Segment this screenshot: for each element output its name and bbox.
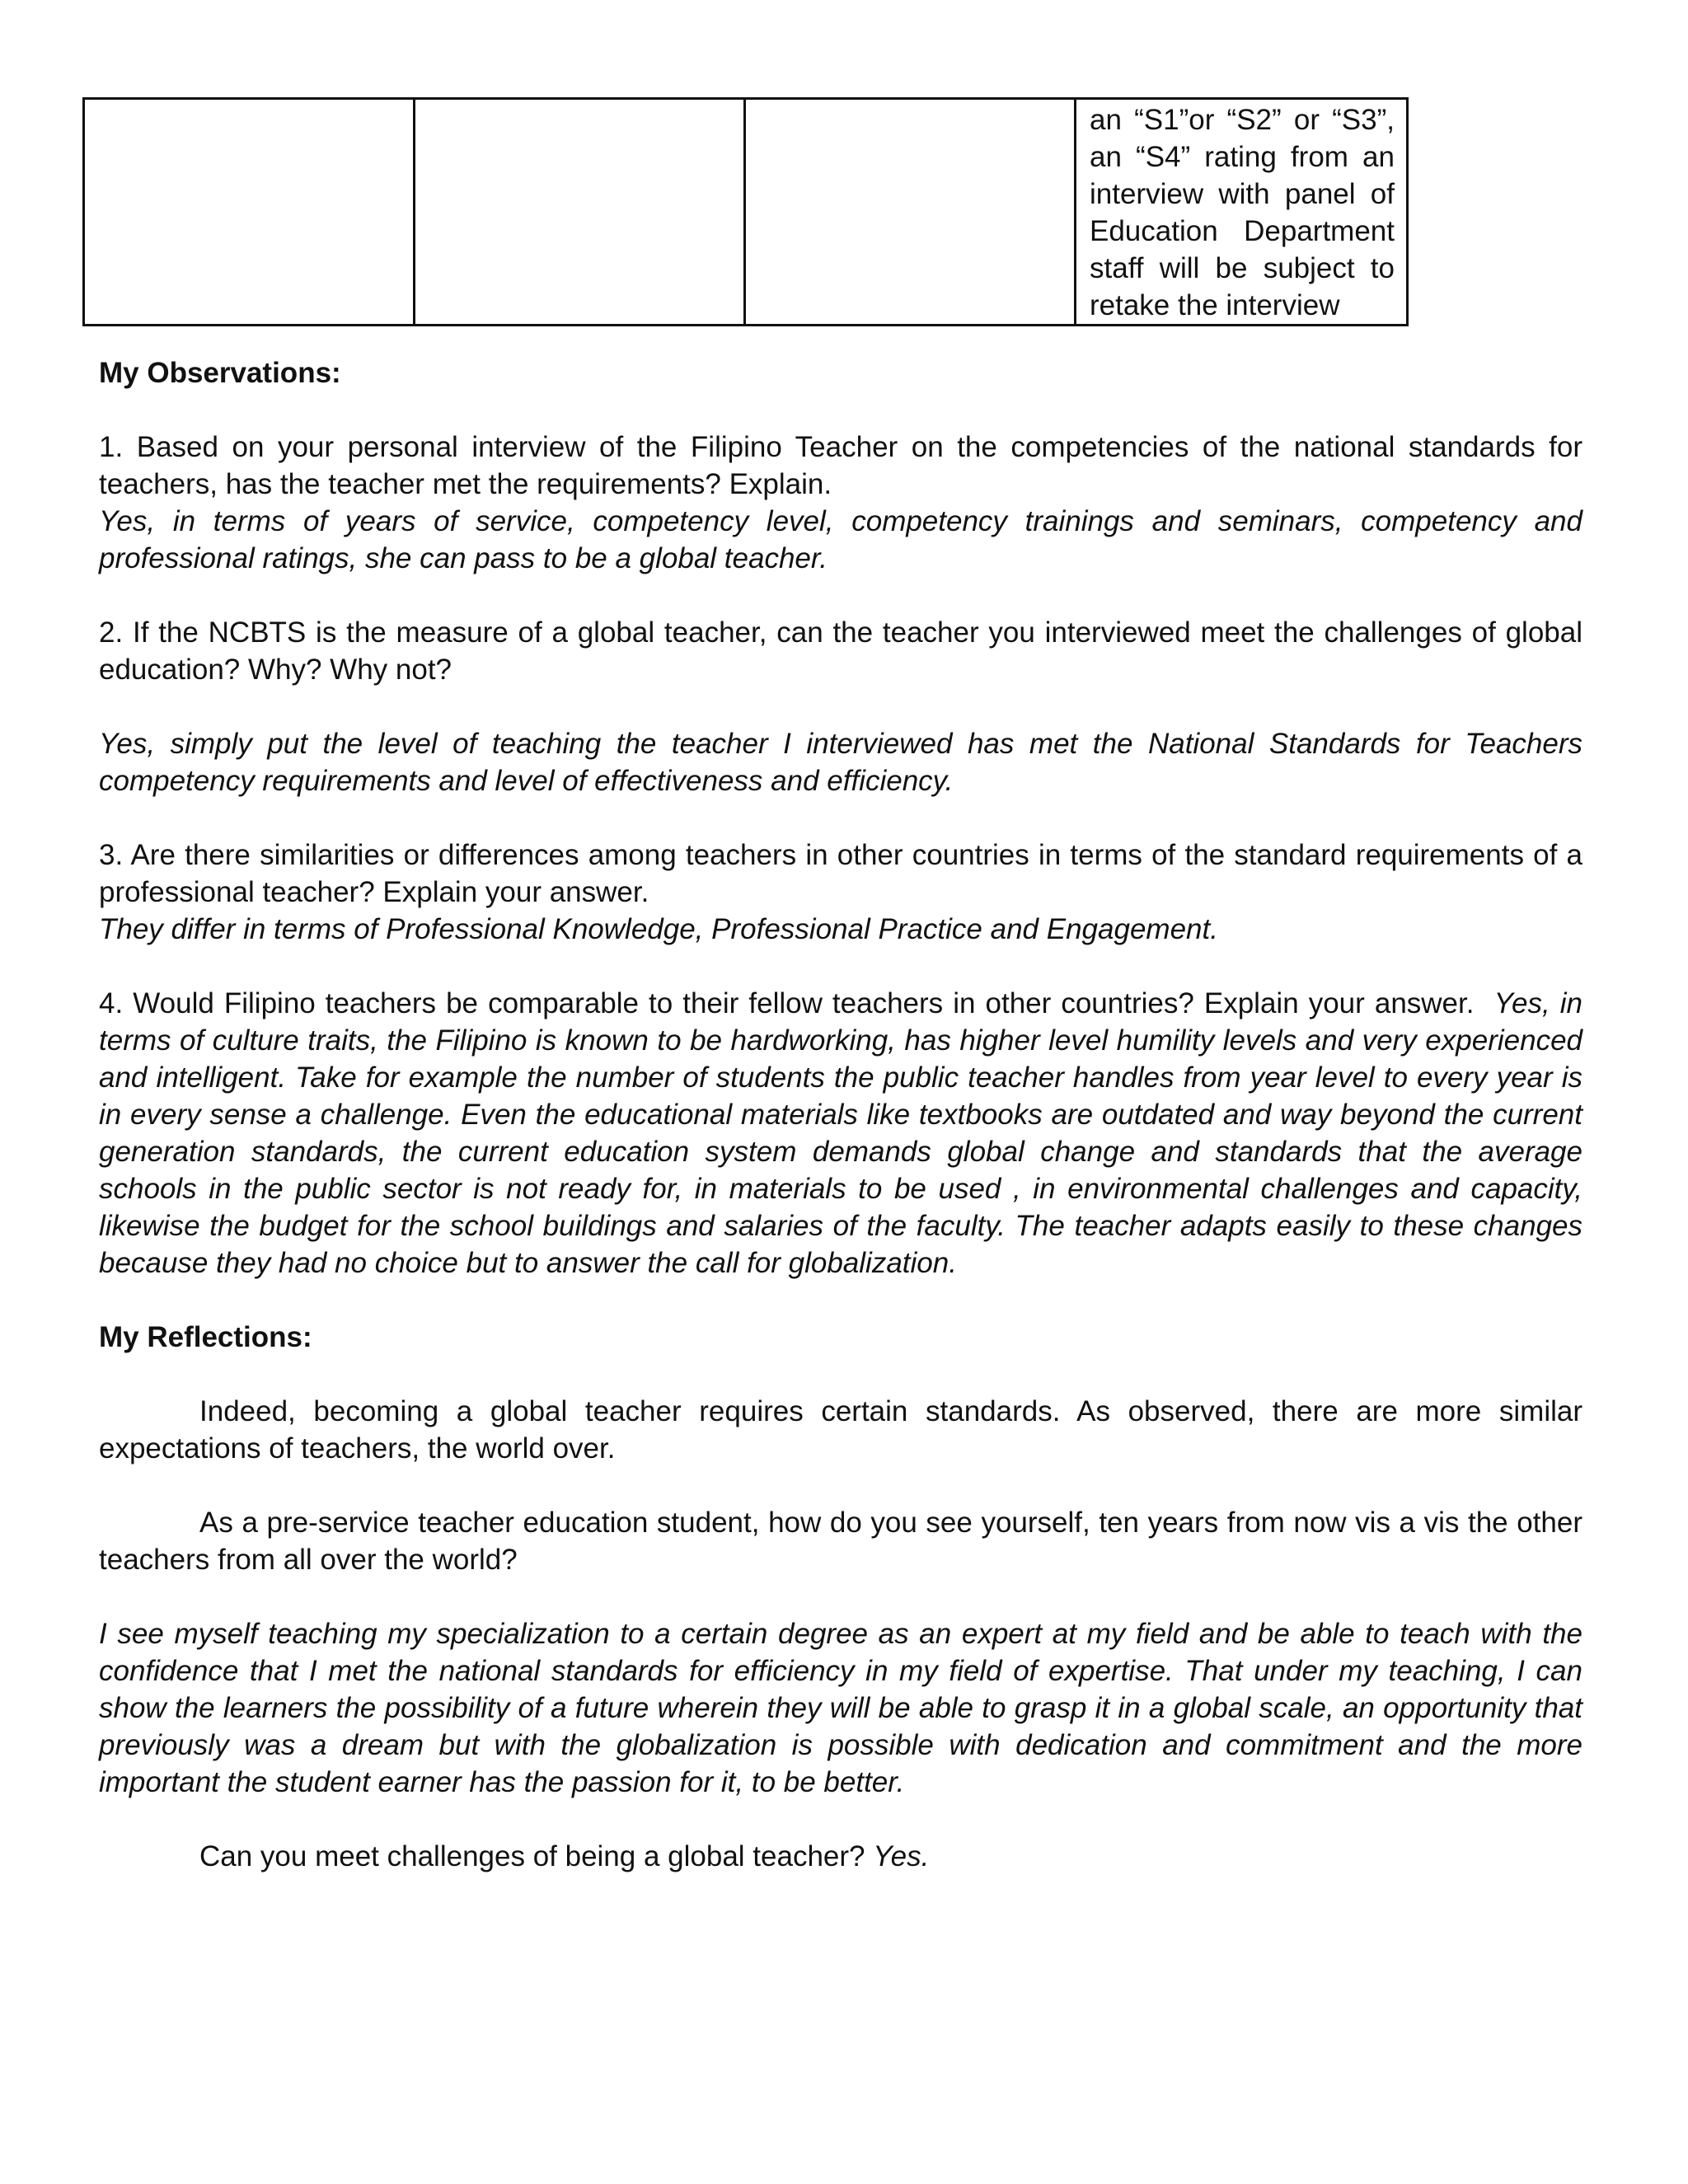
observation-question-3: 3. Are there similarities or differences among teachers in other countries in terms of the standard requirements of a professional teacher? Explain your answer. bbox=[99, 839, 1582, 908]
reflection-answer-4: Yes. bbox=[873, 1840, 930, 1872]
table-cell-empty-2 bbox=[415, 99, 745, 326]
cell-line: an “S1”or “S2” or “S3”, bbox=[1090, 104, 1395, 136]
observation-question-4: 4. Would Filipino teachers be comparable to their fellow teachers in other countries? Explain your answer. bbox=[99, 987, 1475, 1019]
table-cell-empty-1 bbox=[84, 99, 415, 326]
observation-answer-1: Yes, in terms of years of service, competency level, competency trainings and seminars, competency and professional ratings, she can pass to be a global teacher. bbox=[99, 505, 1582, 574]
cell-line: staff will be subject to bbox=[1090, 252, 1395, 284]
table-cell-empty-3 bbox=[745, 99, 1076, 326]
observations-heading: My Observations: bbox=[99, 357, 341, 389]
reflection-question-4: Can you meet challenges of being a global teacher? bbox=[199, 1840, 865, 1872]
cell-line: retake the interview bbox=[1090, 289, 1340, 321]
document-body bbox=[99, 354, 1582, 1875]
cell-line: an “S4” rating from an bbox=[1090, 141, 1395, 173]
observation-answer-3: They differ in terms of Professional Knowledge, Professional Practice and Engagement. bbox=[99, 913, 1218, 945]
reflection-paragraph-2: As a pre-service teacher education student, how do you see yourself, ten years from now vis a vis the other teachers from all over the world? bbox=[99, 1507, 1582, 1576]
observation-answer-4: Yes, in terms of culture traits, the Filipino is known to be hardworking, has higher level humility levels and very experienced and intelligent. Take for example the number of students the public teacher handles from year level to every year is in every sense a challenge. Even the educational materials like textbooks are outdated and way beyond the current generation standards, the current education system demands global change and standards that the average schools in the public sector is not ready for, in materials to be used , in environmental challenges and capacity, likewise the budget for the school buildings and salaries of the faculty. The teacher adapts easily to these changes because they had no choice but to answer the call for globalization. bbox=[99, 987, 1582, 1279]
observation-item-4 bbox=[99, 985, 1582, 1282]
reflections-heading: My Reflections: bbox=[99, 1321, 312, 1353]
requirements-table-fragment bbox=[82, 97, 1409, 326]
reflection-paragraph-3: I see myself teaching my specialization to a certain degree as an expert at my field and be able to teach with the confidence that I met the national standards for efficiency in my field of expertise. That under my teaching, I can show the learners the possibility of a future wherein they will be able to grasp it in a global scale, an opportunity that previously was a dream but with the globalization is possible with dedication and commitment and the more important the student earner has the passion for it, to be better. bbox=[99, 1618, 1582, 1798]
cell-line: Education Department bbox=[1090, 215, 1395, 247]
table-cell-rating-note bbox=[1076, 99, 1408, 326]
observation-question-1: 1. Based on your personal interview of the Filipino Teacher on the competencies of the national standards for teachers, has the teacher met the requirements? Explain. bbox=[99, 431, 1582, 500]
observation-answer-2: Yes, simply put the level of teaching the teacher I interviewed has met the National Standards for Teachers competency requirements and level of effectiveness and efficiency. bbox=[99, 728, 1582, 797]
table-row bbox=[84, 99, 1408, 326]
observation-question-2: 2. If the NCBTS is the measure of a global teacher, can the teacher you interviewed meet the challenges of global education? Why? Why not? bbox=[99, 616, 1582, 686]
reflection-paragraph-1: Indeed, becoming a global teacher requires certain standards. As observed, there are more similar expectations of teachers, the world over. bbox=[99, 1395, 1582, 1465]
reflection-paragraph-4 bbox=[99, 1838, 1582, 1875]
cell-line: interview with panel of bbox=[1090, 178, 1395, 210]
